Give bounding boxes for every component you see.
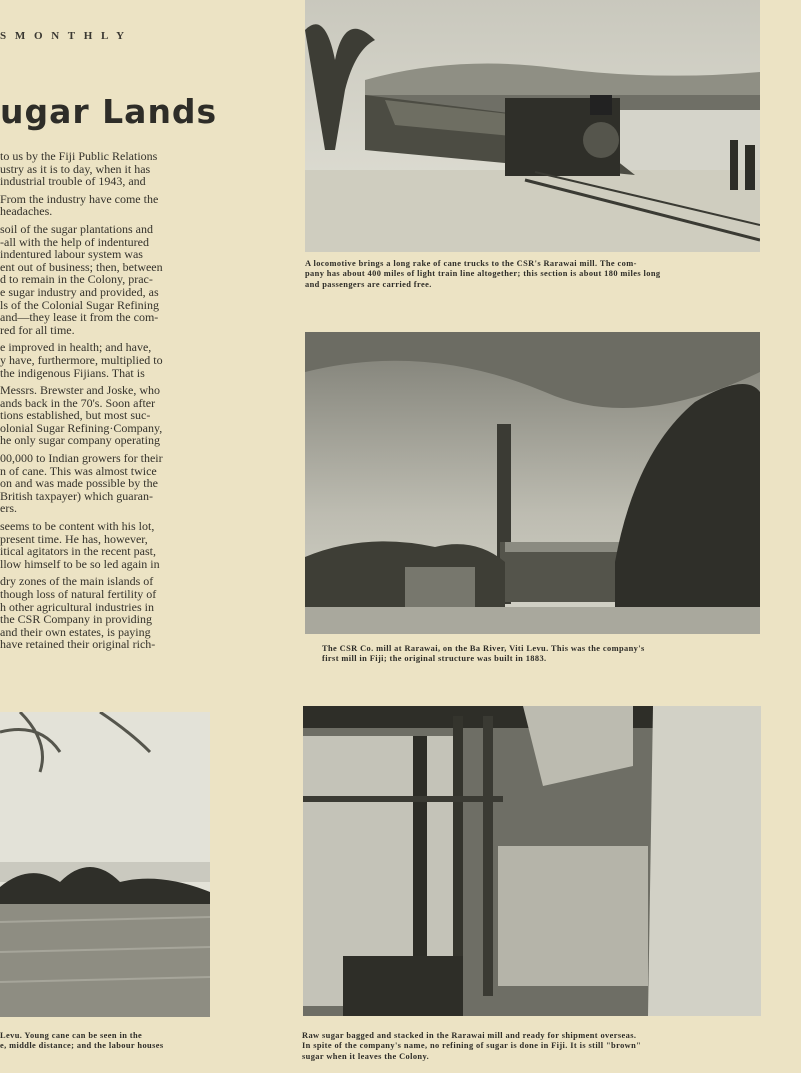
paragraph-3: soil of the sugar plantations and -all with the help of indentured indentured labour system was ent out of business; then, between d to remain in the Colony, prac- e sugar industry and provided, as ls of the Colonial Sugar Refining and—they lease it from the com- red for all time.: [0, 221, 163, 337]
paragraph-8: dry zones of the main islands of though loss of natural fertility of h other agricultural industries in the CSR Company in providing and their own estates, is paying have retained their original rich-: [0, 574, 157, 652]
sugar-caption: Raw sugar bagged and stacked in the Rarawai mill and ready for shipment overseas. In spite of the company's name, no refining of sugar is done in Fiji. It is still "brown" sugar when it leaves the Colony.: [302, 1031, 642, 1061]
paragraph-7: seems to be content with his lot, present time. He has, however, itical agitators in the recent past, llow himself to be so led again in: [0, 519, 160, 571]
article-body: [0, 150, 215, 656]
locomotive-photo: [305, 0, 760, 252]
locomotive-caption: A locomotive brings a long rake of cane trucks to the CSR's Rarawai mill. The com- pany has about 400 miles of light train line altogether; this section is about 180 miles long and passengers are carried free.: [305, 259, 661, 289]
paragraph-6: 00,000 to Indian growers for their n of cane. This was almost twice on and was made possible by the British taxpayer) which guaran- ers.: [0, 451, 163, 516]
paragraph-2: From the industry have come the headaches.: [0, 191, 159, 219]
mill-photo: [305, 332, 760, 634]
paragraph-4: e improved in health; and have, y have, furthermore, multiplied to the indigenous Fijians. That is: [0, 340, 163, 380]
mill-caption: The CSR Co. mill at Rarawai, on the Ba River, Viti Levu. This was the company's first mill in Fiji; the original structure was built in 1883.: [322, 644, 645, 664]
article-title: ugar Lands: [0, 92, 218, 131]
paragraph-5: Messrs. Brewster and Joske, who ands back in the 70's. Soon after tions established, but most suc- olonial Sugar Refining·Company, he only sugar company operating: [0, 383, 163, 448]
cane-caption: Levu. Young cane can be seen in the e, middle distance; and the labour houses: [0, 1031, 164, 1051]
cane-field-photo: [0, 712, 210, 1017]
sugar-sacks-photo: [303, 706, 761, 1016]
running-header: S M O N T H L Y: [0, 30, 128, 42]
paragraph-1: to us by the Fiji Public Relations ustry as it is to day, when it has industrial trouble of 1943, and: [0, 149, 158, 189]
